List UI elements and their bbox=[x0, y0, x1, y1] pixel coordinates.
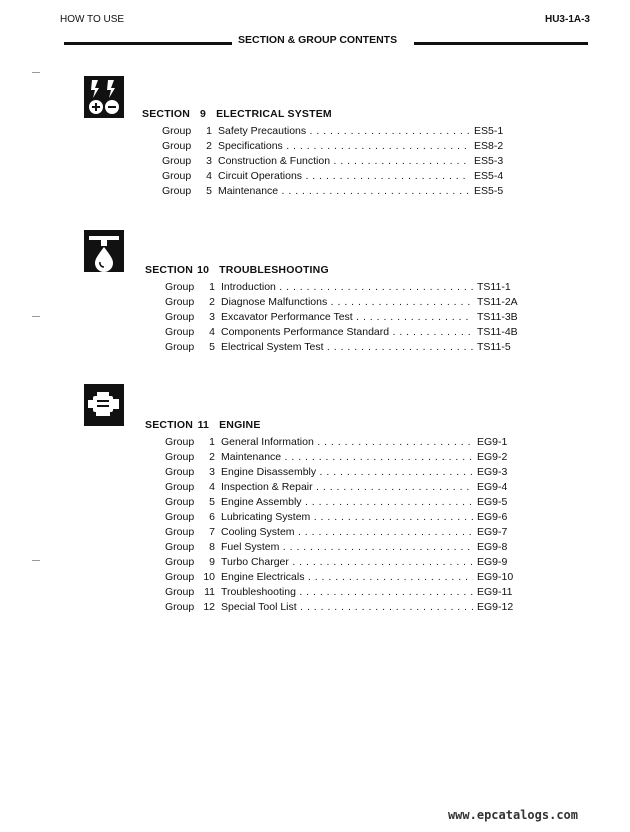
toc-row bbox=[142, 139, 522, 154]
group-label: Group bbox=[165, 601, 195, 613]
group-number: 6 bbox=[209, 511, 215, 523]
toc-row bbox=[145, 465, 525, 480]
page-ref: TS11-2A bbox=[477, 296, 518, 308]
group-title: Engine Assembly . . . bbox=[221, 495, 473, 510]
toc-row bbox=[142, 154, 522, 169]
group-title: Construction & Function . . . bbox=[218, 154, 470, 169]
toc-row bbox=[145, 325, 525, 340]
group-title: Lubricating System . . . bbox=[221, 510, 473, 525]
toc-row bbox=[145, 540, 525, 555]
header-right: HU3-1A-3 bbox=[544, 14, 590, 25]
group-label: Group bbox=[165, 466, 195, 478]
group-number: 12 bbox=[203, 601, 215, 613]
group-label: Group bbox=[165, 556, 195, 568]
page-ref: EG9-2 bbox=[477, 451, 508, 463]
group-number: 2 bbox=[209, 451, 215, 463]
group-title: Electrical System Test . . . bbox=[221, 340, 473, 355]
group-title: Inspection & Repair . . . bbox=[221, 480, 473, 495]
group-title: Excavator Performance Test . . . bbox=[221, 310, 473, 325]
section-label: SECTION bbox=[142, 108, 191, 120]
page-ref: TS11-3B bbox=[477, 311, 518, 323]
page-ref: EG9-9 bbox=[477, 556, 508, 568]
page-ref: EG9-11 bbox=[477, 586, 513, 598]
group-label: Group bbox=[162, 140, 192, 152]
toc-row bbox=[145, 340, 525, 355]
group-title: Fuel System . . . bbox=[221, 540, 473, 555]
group-title: Diagnose Malfunctions . . . bbox=[221, 295, 473, 310]
section-number: 9 bbox=[200, 108, 207, 120]
toc-row bbox=[145, 495, 525, 510]
toc-row bbox=[145, 585, 525, 600]
group-title: Turbo Charger . . . bbox=[221, 555, 473, 570]
toc-row bbox=[142, 124, 522, 139]
toc-row bbox=[145, 570, 525, 585]
group-number: 5 bbox=[206, 185, 212, 197]
section-heading bbox=[145, 419, 525, 435]
page-ref: EG9-6 bbox=[477, 511, 508, 523]
section-name: TROUBLESHOOTING bbox=[219, 264, 329, 276]
page-ref: EG9-10 bbox=[477, 571, 514, 583]
group-title: Maintenance . . . bbox=[221, 450, 473, 465]
page-ref: EG9-3 bbox=[477, 466, 508, 478]
group-label: Group bbox=[165, 511, 195, 523]
group-number: 1 bbox=[209, 436, 215, 448]
margin-mark bbox=[32, 72, 40, 73]
page-ref: TS11-1 bbox=[477, 281, 511, 293]
toc-row bbox=[145, 555, 525, 570]
group-number: 5 bbox=[209, 496, 215, 508]
group-number: 3 bbox=[206, 155, 212, 167]
page-title: SECTION & GROUP CONTENTS bbox=[238, 34, 398, 46]
group-title: Specifications . . . bbox=[218, 139, 470, 154]
section-label: SECTION bbox=[145, 419, 194, 431]
section-name: ENGINE bbox=[219, 419, 261, 431]
group-label: Group bbox=[165, 481, 195, 493]
page-ref: EG9-8 bbox=[477, 541, 508, 553]
header-left: HOW TO USE bbox=[60, 14, 125, 25]
section-11 bbox=[145, 419, 525, 615]
group-label: Group bbox=[165, 326, 195, 338]
margin-mark bbox=[32, 560, 40, 561]
group-label: Group bbox=[165, 541, 195, 553]
margin-mark bbox=[32, 316, 40, 317]
group-number: 4 bbox=[206, 170, 212, 182]
group-number: 5 bbox=[209, 341, 215, 353]
group-label: Group bbox=[162, 185, 192, 197]
section-10 bbox=[145, 264, 525, 355]
section-label: SECTION bbox=[145, 264, 194, 276]
title-rule-left bbox=[64, 42, 232, 45]
group-label: Group bbox=[162, 125, 192, 137]
section-heading bbox=[142, 108, 522, 124]
engine-icon bbox=[84, 384, 124, 426]
title-rule-right bbox=[414, 42, 588, 45]
toc-row bbox=[145, 480, 525, 495]
group-label: Group bbox=[165, 341, 195, 353]
group-number: 1 bbox=[206, 125, 212, 137]
group-title: Cooling System . . . bbox=[221, 525, 473, 540]
group-title: Safety Precautions . . . bbox=[218, 124, 470, 139]
group-number: 3 bbox=[209, 466, 215, 478]
group-label: Group bbox=[165, 451, 195, 463]
page-ref: ES5-5 bbox=[474, 185, 504, 197]
group-label: Group bbox=[165, 496, 195, 508]
group-title: General Information . . . bbox=[221, 435, 473, 450]
group-label: Group bbox=[162, 155, 192, 167]
toc-row bbox=[145, 510, 525, 525]
toc-row bbox=[145, 600, 525, 615]
toc-row bbox=[145, 435, 525, 450]
page-ref: ES5-1 bbox=[474, 125, 504, 137]
page-ref: EG9-5 bbox=[477, 496, 508, 508]
group-label: Group bbox=[165, 526, 195, 538]
group-number: 2 bbox=[209, 296, 215, 308]
group-label: Group bbox=[165, 296, 195, 308]
group-number: 9 bbox=[209, 556, 215, 568]
page-ref: EG9-1 bbox=[477, 436, 508, 448]
group-number: 8 bbox=[209, 541, 215, 553]
group-label: Group bbox=[165, 311, 195, 323]
section-number: 11 bbox=[197, 419, 210, 431]
toc-row bbox=[142, 184, 522, 199]
group-title: Troubleshooting . . . bbox=[221, 585, 473, 600]
toc-row bbox=[145, 310, 525, 325]
page-ref: ES5-3 bbox=[474, 155, 504, 167]
group-title: Circuit Operations . . . bbox=[218, 169, 470, 184]
page-ref: EG9-4 bbox=[477, 481, 508, 493]
group-number: 10 bbox=[203, 571, 215, 583]
page-ref: EG9-12 bbox=[477, 601, 514, 613]
toc-row bbox=[145, 450, 525, 465]
group-label: Group bbox=[165, 571, 195, 583]
group-title: Engine Disassembly . . . bbox=[221, 465, 473, 480]
toc-row bbox=[145, 525, 525, 540]
group-number: 7 bbox=[209, 526, 215, 538]
group-number: 4 bbox=[209, 481, 215, 493]
group-title: Maintenance . . . bbox=[218, 184, 470, 199]
page-ref: EG9-7 bbox=[477, 526, 508, 538]
electrical-icon bbox=[84, 76, 124, 118]
group-label: Group bbox=[165, 281, 195, 293]
group-title: Components Performance Standard . . . bbox=[221, 325, 473, 340]
oil-drop-icon bbox=[84, 230, 124, 272]
group-label: Group bbox=[162, 170, 192, 182]
page-ref: ES8-2 bbox=[474, 140, 504, 152]
page-ref: TS11-4B bbox=[477, 326, 518, 338]
title-row bbox=[64, 34, 588, 50]
toc-row bbox=[145, 295, 525, 310]
section-9 bbox=[142, 108, 522, 199]
page-ref: TS11-5 bbox=[477, 341, 511, 353]
toc-row bbox=[145, 280, 525, 295]
group-label: Group bbox=[165, 586, 195, 598]
group-title: Engine Electricals . . . bbox=[221, 570, 473, 585]
group-number: 4 bbox=[209, 326, 215, 338]
group-number: 2 bbox=[206, 140, 212, 152]
group-number: 11 bbox=[204, 586, 215, 598]
group-title: Introduction . . . bbox=[221, 280, 473, 295]
page-ref: ES5-4 bbox=[474, 170, 504, 182]
toc-row bbox=[142, 169, 522, 184]
group-number: 1 bbox=[209, 281, 215, 293]
section-number: 10 bbox=[197, 264, 210, 276]
group-title: Special Tool List . . . bbox=[221, 600, 473, 615]
section-heading bbox=[145, 264, 525, 280]
footer-watermark: www.epcatalogs.com bbox=[447, 808, 578, 822]
group-label: Group bbox=[165, 436, 195, 448]
group-number: 3 bbox=[209, 311, 215, 323]
section-name: ELECTRICAL SYSTEM bbox=[216, 108, 332, 120]
